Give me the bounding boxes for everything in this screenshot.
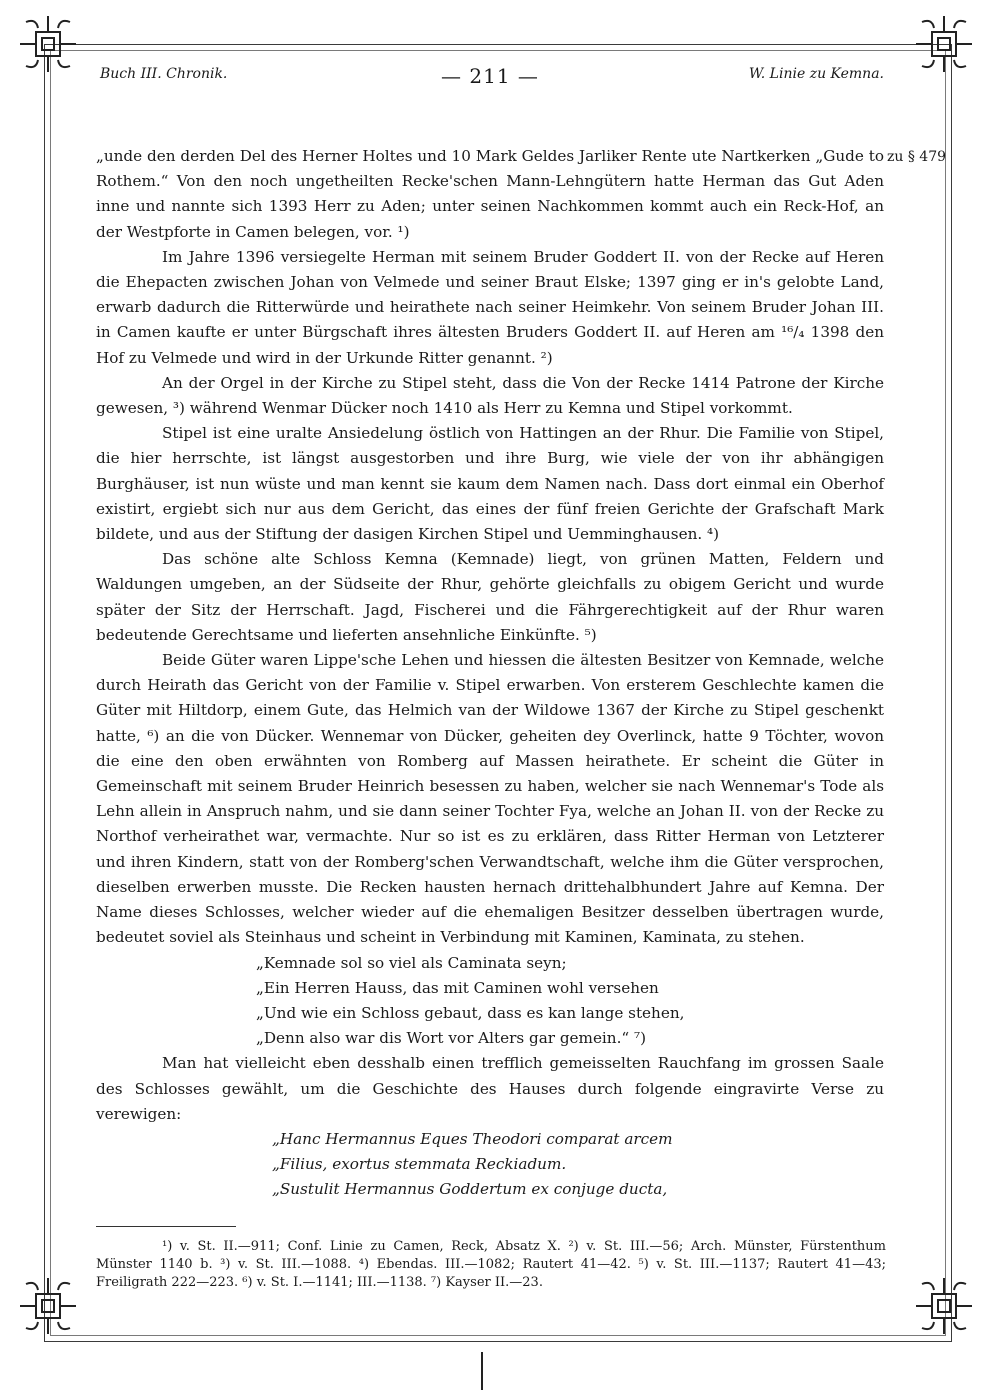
verse-line: „Kemnade sol so viel als Caminata seyn;: [256, 953, 567, 972]
latin-verse-line: „Hanc Hermannus Eques Theodori comparat arcem: [272, 1129, 673, 1148]
main-text: [96, 144, 884, 1203]
margin-note: zu § 479: [887, 149, 947, 165]
corner-ornament-icon: [914, 14, 974, 74]
latin-verse-line: „Sustulit Hermannus Goddertum ex conjuge ducta,: [272, 1180, 668, 1199]
latin-verse-line: „Filius, exortus stemmata Reckiadum.: [272, 1155, 567, 1174]
corner-ornament-icon: [18, 14, 78, 74]
footnotes: [96, 1238, 886, 1292]
footnote-text: ¹) v. St. II.—911; Conf. Linie zu Camen, Reck, Absatz X. ²) v. St. III.—56; Arch. Münster, Fürstenthum Münster 1140 b. ³) v. St. III.—1088. ⁴) Ebendas. III.—1082; Rautert 41—42. ⁵) v. St. III.—1137; Rautert 41—43; Freiligrath 222—223. ⁶) v. St. I.—1141; III.—1138. ⁷) Kayser II.—23.: [96, 1239, 886, 1290]
corner-ornament-icon: [914, 1276, 974, 1336]
paragraph: Im Jahre 1396 versiegelte Herman mit seinem Bruder Goddert II. von der Recke auf Heren die Ehepacten zwischen Johan von Velmede und seiner Braut Elske; 1397 ging er in's gelobte Land, erwarb dadurch die Ritterwürde und heirathete nach seiner Heimkehr. Von seinem Bruder Johan III. in Camen kaufte er unter Bürgschaft ihres ältesten Bruders Goddert II. auf Heren am ¹⁶/₄ 1398 den Hof zu Velmede und wird in der Urkunde Ritter genannt. ²): [96, 247, 884, 367]
verse-line: „Ein Herren Hauss, das mit Caminen wohl versehen: [256, 978, 659, 997]
page-number: — 211 —: [441, 64, 539, 88]
paragraph: Beide Güter waren Lippe'sche Lehen und hiessen die ältesten Besitzer von Kemnade, welche durch Heirath das Gericht von der Familie v. Stipel erwarben. Von ersterem Geschlechte kamen die Güter mit Hiltdorp, einem Gute, das Helmich van der Wildowe 1367 der Kirche zu Stipel geschenkt hatte, ⁶) an die von Dücker. Wennemar von Dücker, geheiten dey Overlinck, hatte 9 Töchter, wovon die eine den oben erwähnten von Romberg auf Massen heirathete. Er scheint die Güter in Gemeinschaft mit seinem Bruder Heinrich besessen zu haben, welcher sie nach Wennemar's Tode als Lehn allein in Anspruch nahm, und sie dann seiner Tochter Fya, welche an Johan II. von der Recke zu Northof verheirathet war, vermachte. Nur so ist es zu erklären, dass Ritter Herman von Letzterer und ihren Kindern, statt von der Romberg'schen Verwandtschaft, welche ihm die Güter versprochen, dieselben erwerben musste. Die Recken hausten hernach drittehalbhundert Jahre auf Kemna. Der Name dieses Schlosses, welcher wieder auf die ehemaligen Besitzer desselben übertragen wurde, bedeutet soviel als Steinhaus und scheint in Verbindung mit Kaminen, Kaminata, zu stehen.: [96, 651, 884, 947]
verse-line: „Denn also war dis Wort vor Alters gar gemein.“ ⁷): [256, 1029, 647, 1048]
paragraph: „unde den derden Del des Herner Holtes und 10 Mark Geldes Jarliker Rente ute Nartkerken „Gude to Rothem.“ Von den noch ungetheilten Recke'schen Mann-Lehngütern hatte Herman das Gut Aden inne und nannte sich 1393 Herr zu Aden; unter seinen Nachkommen kommt auch ein Reck-Hof, an der Westpforte in Camen belegen, vor. ¹): [96, 147, 884, 241]
paragraph: Stipel ist eine uralte Ansiedelung östlich von Hattingen an der Rhur. Die Familie von Stipel, die hier herrschte, ist längst ausgestorben und ihre Burg, wie viele der von ihr abhängigen Burghäuser, ist nun wüste und man kennt sie kaum dem Namen nach. Dass dort einmal ein Oberhof existirt, ergiebt sich nur aus dem Gericht, das eines der fünf freien Gerichte der Grafschaft Mark bildete, und aus der Stiftung der dasigen Kirchen Stipel und Uemminghausen. ⁴): [96, 424, 884, 544]
paragraph: An der Orgel in der Kirche zu Stipel steht, dass die Von der Recke 1414 Patrone der Kirche gewesen, ³) während Wenmar Dücker noch 1410 als Herr zu Kemna und Stipel vorkommt.: [96, 373, 884, 418]
paragraph: Man hat vielleicht eben desshalb einen trefflich gemeisselten Rauchfang im grossen Saale des Schlosses gewählt, um die Geschichte des Hauses durch folgende eingravirte Verse zu verewigen:: [96, 1054, 884, 1123]
corner-ornament-icon: [18, 1276, 78, 1336]
binding-mark: [481, 1352, 483, 1390]
verse-line: „Und wie ein Schloss gebaut, dass es kan lange stehen,: [256, 1003, 685, 1022]
paragraph: Das schöne alte Schloss Kemna (Kemnade) liegt, von grünen Matten, Feldern und Waldungen umgeben, an der Südseite der Rhur, gehörte gleichfalls zu obigem Gericht und wurde später der Sitz der Herrschaft. Jagd, Fischerei und die Fährgerechtigkeit auf der Rhur waren bedeutende Gerechtsame und lieferten ansehnliche Einkünfte. ⁵): [96, 550, 884, 644]
running-header-left: Buch III. Chronik.: [100, 66, 228, 82]
footnote-divider: [96, 1226, 236, 1227]
running-header-right: W. Linie zu Kemna.: [748, 66, 884, 82]
